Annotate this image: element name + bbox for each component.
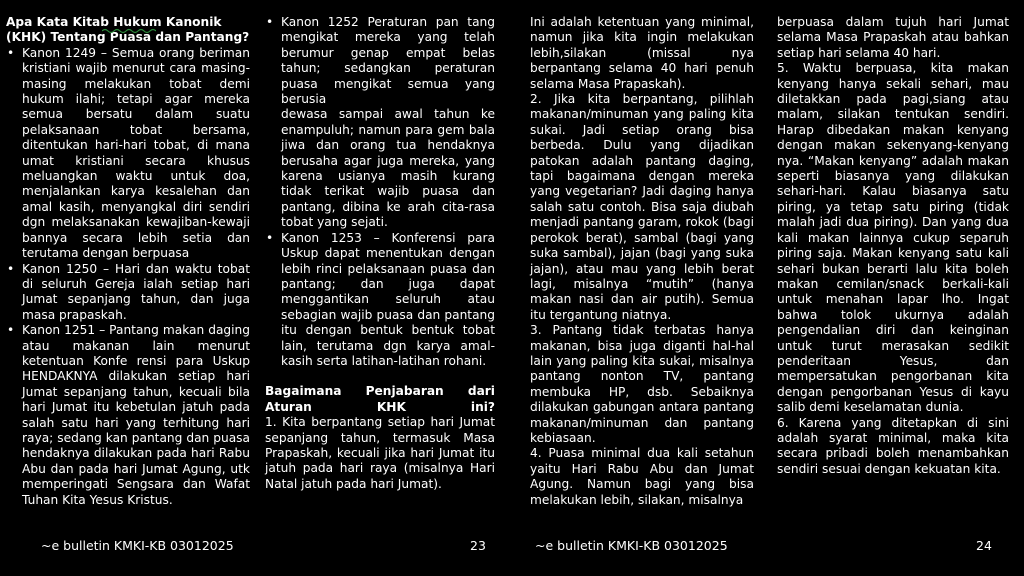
column-4 (777, 15, 1009, 477)
intro-text: Ini adalah ketentuan yang minimal, namun jika kita ingin melakukan lebih,silakan (missal nya berpantang selama 40 hari penuh selama Masa Prapaskah). (530, 15, 754, 91)
column-2 (265, 15, 495, 492)
point-3: 3. Pantang tidak terbatas hanya makanan, bisa juga diganti hal-hal lain yang paling kita sukai, misalnya pantang nonton TV, pantang membuka HP, dsb. Sebaiknya dilakukan gabungan antara pantang makanan/minuman dan pantang kebiasaan. (530, 323, 754, 445)
column-1 (6, 15, 250, 508)
point-6: 6. Karena yang ditetapkan di sini adalah syarat minimal, maka kita secara pribadi boleh menambahkan sendiri sesuai dengan kekuatan kita. (777, 415, 1009, 476)
canon-1253: • Kanon 1253 – Konferensi para Uskup dapat menentukan dengan lebih rinci pelaksanaan puasa dan pantang; dan juga dapat menggantikan seluruh atau sebagian wajib puasa dan pantang itu dengan bentuk bentuk tobat lain, terutama dgn karya amal-kasih serta latihan-latihan rohani. (265, 231, 495, 370)
canon-list-1 (6, 46, 250, 508)
canon-1250: • Kanon 1250 – Hari dan waktu tobat di seluruh Gereja ialah setiap hari Jumat sepanjang tahun, dan juga masa prapaskah. (6, 262, 250, 324)
subheading: Bagaimana Penjabaran dari Aturan KHK ini? (265, 384, 495, 414)
canon-1249: • Kanon 1249 – Semua orang beriman kristiani wajib menurut cara masing-masing melakukan tobat demi hukum ilahi; tetapi agar mereka semua bersatu dalam suatu pelaksanaan tobat bersama, ditentukan hari-hari tobat, di mana umat kristiani secara khusus meluangkan waktu untuk doa, menjalankan karya kesalehan dan amal kasih, menyangkal diri sendiri dgn melaksanakan kewajiban-kewaji bannya secara lebih setia dan terutama dengan berpuasa (6, 46, 250, 262)
point-4-continued: berpuasa dalam tujuh hari Jumat selama Masa Prapaskah atau bahkan setiap hari selama 40 hari. (777, 15, 1009, 60)
point-5: 5. Waktu berpuasa, kita makan kenyang hanya sekali sehari, mau diletakkan pada pagi,siang atau malam, silakan tentukan sendiri. Harap dibedakan makan kenyang dengan makan sekenyang-kenyang nya. “Makan kenyang” adalah makan seperti biasanya yang dilakukan sehari-hari. Kalau biasanya satu piring, ya tetap satu piring (tidak malah jadi dua piring). Dan yang dua kali makan lainnya cukup separuh piring saja. Makan kenyang satu kali sehari bukan berarti lalu kita boleh makan cemilan/snack berkali-kali untuk menahan lapar lho. Ingat bahwa tolok ukurnya adalah pengendalian diri dan keinginan untuk turut merasakan sedikit penderitaan Yesus, dan mempersatukan pengorbanan kita dengan pengorbanan Yesus di kayu salib demi keselamatan dunia. (777, 61, 1009, 415)
footer-bulletin-right: ~e bulletin KMKI-KB 03012025 (535, 538, 728, 553)
page-number-left: 23 (470, 538, 486, 553)
column-3 (530, 15, 754, 508)
canon-1252-continued: dewasa sampai awal tahun ke enampuluh; namun para gem bala jiwa dan orang tua hendaknya berusaha agar juga mereka, yang karena usianya masih kurang tidak terikat wajib puasa dan pantang, dibina ke arah cita-rasa tobat yang sejati. (281, 107, 495, 230)
footer-bulletin-left: ~e bulletin KMKI-KB 03012025 (41, 538, 234, 553)
canon-list-2 (265, 15, 495, 107)
canon-list-3 (265, 231, 495, 370)
point-4: 4. Puasa minimal dua kali setahun yaitu Hari Rabu Abu dan Jumat Agung. Namun bagi yang bisa melakukan lebih, silakan, misalnya (530, 446, 754, 507)
canon-1251: • Kanon 1251 – Pantang makan daging atau makanan lain menurut ketentuan Konfe rensi para Uskup HENDAKNYA dilakukan setiap hari Jumat sepanjang tahun, kecuali bila hari Jumat itu kebetulan jatuh pada salah satu hari yang terhitung hari raya; sedang kan pantang dan puasa hendaknya dilakukan pada hari Rabu Abu dan pada hari Jumat Agung, utk memperingati Sengsara dan Wafat Tuhan Kita Yesus Kristus. (6, 323, 250, 508)
spellcheck-squiggle (102, 28, 156, 34)
page-number-right: 24 (976, 538, 992, 553)
point-1: 1. Kita berpantang setiap hari Jumat sepanjang tahun, termasuk Masa Prapaskah, kecuali jika hari Jumat itu jatuh pada hari raya (misalnya Hari Natal jatuh pada hari Jumat). (265, 415, 495, 491)
point-2: 2. Jika kita berpantang, pilihlah makanan/minuman yang paling kita sukai. Jadi setiap orang bisa berbeda. Dulu yang dijadikan patokan adalah pantang daging, tapi bagaimana dengan mereka yang vegetarian? Jadi daging hanya salah satu contoh. Bisa saja diubah menjadi pantang garam, rokok (bagi perokok berat), sambal (bagi yang suka sambal), jajan (bagi yang suka jajan), atau mau yang lebih berat lagi, misalnya “mutih” (hanya makan nasi dan air putih). Semua itu tergantung niatnya. (530, 92, 754, 322)
article-heading: Apa Kata Kitab Hukum Kanonik (KHK) Tentang Puasa dan Pantang? (6, 15, 250, 45)
canon-1252: • Kanon 1252 Peraturan pan tang mengikat mereka yang telah berumur genap empat belas tahun; sedangkan peraturan puasa mengikat semua yang berusia (265, 15, 495, 107)
